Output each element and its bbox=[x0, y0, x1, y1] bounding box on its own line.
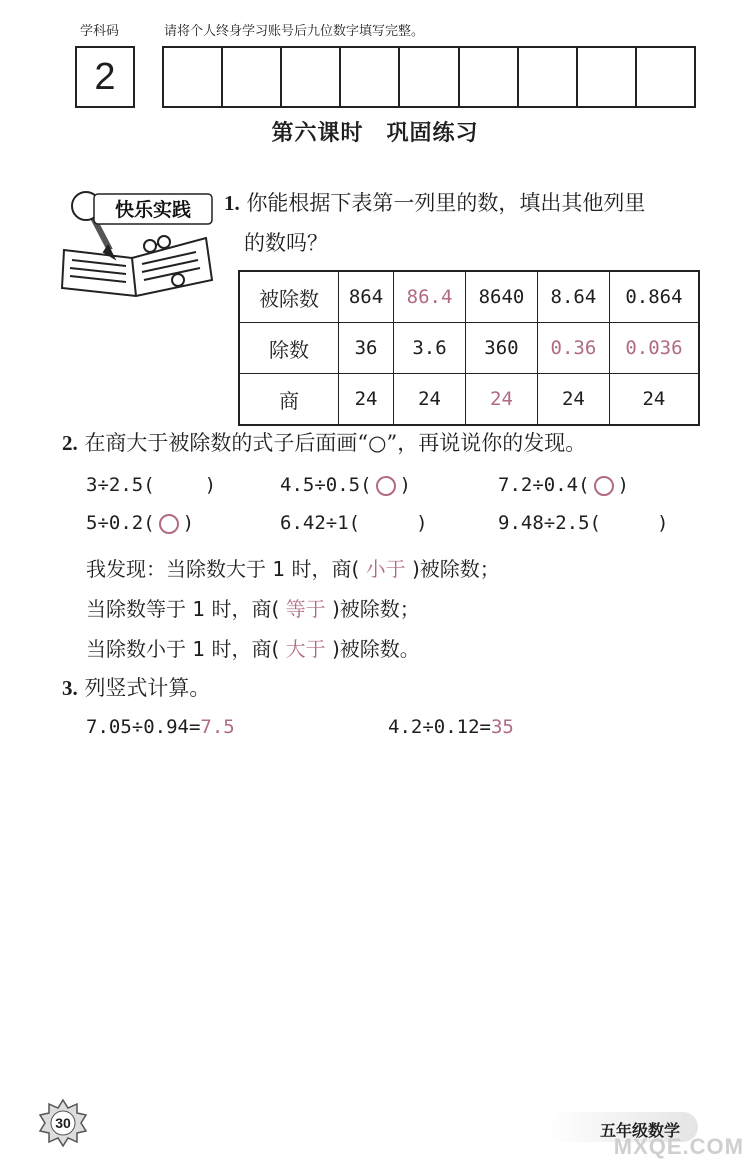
q2-prompt bbox=[62, 428, 586, 458]
lesson-title: 第六课时 巩固练习 bbox=[271, 121, 479, 146]
subject-code-label: 学科码 bbox=[80, 24, 120, 39]
q3-expr2: 4.2÷0.12= bbox=[388, 716, 491, 738]
table-cell-answer: 0.36 bbox=[537, 323, 609, 374]
row-header: 被除数 bbox=[239, 271, 339, 323]
q2-item bbox=[498, 512, 668, 534]
digit-box[interactable] bbox=[223, 48, 282, 106]
circle-mark-icon bbox=[376, 476, 396, 496]
q3-prompt bbox=[62, 673, 210, 703]
q2-expr: 5÷0.2( bbox=[86, 512, 155, 534]
q2-item bbox=[280, 512, 428, 534]
table-cell-answer: 24 bbox=[466, 374, 538, 426]
q3-calc1 bbox=[86, 716, 235, 738]
q2-text: 在商大于被除数的式子后面画“○”，再说说你的发现。 bbox=[84, 431, 587, 455]
q3-calc2 bbox=[388, 716, 514, 738]
account-instruction: 请将个人终身学习账号后九位数字填写完整。 bbox=[164, 24, 425, 39]
line3-prefix: 当除数小于 1 时，商( bbox=[86, 637, 280, 661]
row-header: 除数 bbox=[239, 323, 339, 374]
close-paren: ) bbox=[204, 474, 217, 496]
q1-text-line2: 的数吗？ bbox=[244, 231, 328, 255]
close-paren: ) bbox=[416, 512, 428, 534]
finding-prefix: 我发现：当除数大于 1 时，商( bbox=[86, 557, 360, 581]
table-row bbox=[239, 374, 699, 426]
q3-expr1: 7.05÷0.94= bbox=[86, 716, 201, 738]
finding-suffix: )被除数； bbox=[411, 557, 500, 581]
q2-item bbox=[86, 474, 216, 496]
digit-box[interactable] bbox=[282, 48, 341, 106]
table-cell: 864 bbox=[339, 271, 394, 323]
q3-answer2: 35 bbox=[490, 716, 514, 738]
digit-box[interactable] bbox=[341, 48, 400, 106]
page-number: 30 bbox=[55, 1115, 71, 1131]
digit-box[interactable] bbox=[519, 48, 578, 106]
q1-text-line1: 你能根据下表第一列里的数，填出其他列里 bbox=[246, 191, 646, 215]
circle-mark-icon bbox=[159, 514, 179, 534]
q2-expr: 7.2÷0.4( bbox=[498, 474, 590, 496]
table-cell-answer: 86.4 bbox=[394, 271, 466, 323]
q2-item bbox=[498, 474, 629, 496]
q3-text: 列竖式计算。 bbox=[84, 676, 211, 700]
q3-answer1: 7.5 bbox=[200, 716, 235, 738]
q2-item bbox=[280, 474, 411, 496]
q2-expr: 4.5÷0.5( bbox=[280, 474, 372, 496]
close-paren: ) bbox=[656, 512, 669, 534]
table-cell: 8.64 bbox=[537, 271, 609, 323]
close-paren: ) bbox=[182, 512, 195, 534]
finding-line3 bbox=[86, 633, 420, 662]
q2-item bbox=[86, 512, 194, 534]
finding-line1 bbox=[86, 553, 500, 582]
table-cell: 24 bbox=[394, 374, 466, 426]
digit-box[interactable] bbox=[637, 48, 694, 106]
watermark: MXQE.COM bbox=[613, 1134, 744, 1159]
answer-less-than: 小于 bbox=[365, 557, 406, 581]
q2-expr: 9.48÷2.5( bbox=[498, 512, 601, 534]
table-cell: 8640 bbox=[466, 271, 538, 323]
badge-text: 快乐实践 bbox=[114, 199, 192, 221]
digit-box[interactable] bbox=[164, 48, 223, 106]
table-cell: 24 bbox=[537, 374, 609, 426]
subject-code-box bbox=[75, 46, 135, 108]
q2-expr: 3÷2.5( bbox=[86, 474, 155, 496]
subject-code-value: 2 bbox=[94, 55, 116, 98]
digit-box[interactable] bbox=[578, 48, 637, 106]
q3-number: 3. bbox=[62, 676, 78, 700]
table-cell: 36 bbox=[339, 323, 394, 374]
account-digit-boxes bbox=[162, 46, 696, 108]
close-paren: ) bbox=[617, 474, 629, 496]
q1-number: 1. bbox=[224, 191, 240, 215]
table-cell: 360 bbox=[466, 323, 538, 374]
finding-line2 bbox=[86, 593, 420, 622]
circle-mark-icon bbox=[594, 476, 614, 496]
line2-prefix: 当除数等于 1 时，商( bbox=[86, 597, 280, 621]
table-cell-answer: 0.036 bbox=[609, 323, 699, 374]
line2-suffix: )被除数； bbox=[331, 597, 420, 621]
digit-box[interactable] bbox=[460, 48, 519, 106]
close-paren: ) bbox=[399, 474, 411, 496]
table-cell: 3.6 bbox=[394, 323, 466, 374]
table-cell: 0.864 bbox=[609, 271, 699, 323]
table-row bbox=[239, 323, 699, 374]
row-header: 商 bbox=[239, 374, 339, 426]
q1-prompt-line1 bbox=[224, 188, 645, 218]
division-table bbox=[238, 270, 700, 426]
q2-number: 2. bbox=[62, 431, 78, 455]
table-cell: 24 bbox=[609, 374, 699, 426]
table-row bbox=[239, 271, 699, 323]
grade-label: 五年级数学 bbox=[599, 1121, 680, 1140]
q2-expr: 6.42÷1( bbox=[280, 512, 361, 534]
table-cell: 24 bbox=[339, 374, 394, 426]
line3-suffix: )被除数。 bbox=[331, 637, 420, 661]
answer-greater-than: 大于 bbox=[285, 637, 326, 661]
answer-equal: 等于 bbox=[285, 597, 326, 621]
happy-practice-illustration bbox=[46, 188, 218, 300]
digit-box[interactable] bbox=[400, 48, 459, 106]
